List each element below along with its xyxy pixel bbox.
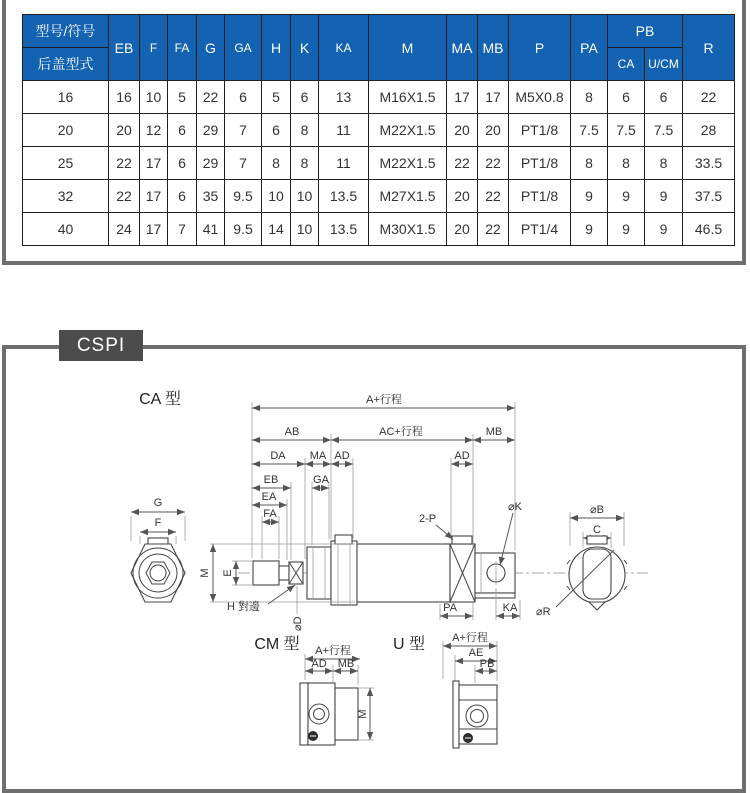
cm-view-label: CM 型 <box>254 636 300 653</box>
value-cell: 29 <box>197 114 225 147</box>
value-cell: 17 <box>478 81 509 114</box>
spec-table <box>22 14 735 246</box>
value-cell: 41 <box>197 213 225 246</box>
value-cell: 14 <box>262 213 291 246</box>
value-cell: 11 <box>319 114 369 147</box>
cm-dim-m: M <box>357 709 369 719</box>
ca-view <box>131 390 648 631</box>
dim-label-fa: FA <box>263 508 277 520</box>
rear-port <box>452 536 472 544</box>
cm-dim-ad: AD <box>311 658 327 670</box>
value-cell: 7.5 <box>608 114 645 147</box>
dim-label-ma: MA <box>309 450 327 462</box>
value-cell: 22 <box>478 147 509 180</box>
column-header-k: K <box>291 15 319 81</box>
table-row <box>23 114 735 147</box>
dim-label-k-dia: ⌀K <box>508 501 522 513</box>
value-cell: 9.5 <box>225 180 262 213</box>
column-header-ka: KA <box>319 15 369 81</box>
column-header-mb: MB <box>478 15 509 81</box>
value-cell: 20 <box>447 180 478 213</box>
value-cell: 7 <box>225 114 262 147</box>
dim-label-ad-rear: AD <box>454 450 470 462</box>
cylinder-side-view <box>253 535 515 605</box>
dim-label-h-flats: H 對邊 <box>227 601 260 613</box>
value-cell: 12 <box>140 114 168 147</box>
value-cell: M5X0.8 <box>509 81 571 114</box>
dim-label-b-dia: ⌀B <box>590 504 604 516</box>
value-cell: 10 <box>140 81 168 114</box>
value-cell: M22X1.5 <box>369 147 447 180</box>
dim-label-g: G <box>153 497 163 509</box>
dim-label-ea: EA <box>261 491 277 503</box>
value-cell: 9 <box>608 213 645 246</box>
value-cell: 37.5 <box>683 180 735 213</box>
value-cell: 13.5 <box>319 180 369 213</box>
model-cell: 16 <box>23 81 109 114</box>
column-header-pb-ucm: U/CM <box>645 48 683 81</box>
value-cell: PT1/4 <box>509 213 571 246</box>
dim-label-ad-front: AD <box>334 450 350 462</box>
front-port <box>335 535 352 544</box>
column-header-p: P <box>509 15 571 81</box>
rod-neck <box>279 566 289 580</box>
value-cell: PT1/8 <box>509 114 571 147</box>
dim-label-ka: KA <box>502 602 518 614</box>
value-cell: 20 <box>478 114 509 147</box>
value-cell: 17 <box>140 147 168 180</box>
value-cell: 8 <box>608 147 645 180</box>
dimension-chains <box>252 392 515 560</box>
value-cell: 22 <box>447 147 478 180</box>
section-label: CSPI <box>59 330 143 361</box>
value-cell: 10 <box>262 180 291 213</box>
value-cell: 22 <box>197 81 225 114</box>
value-cell: 9.5 <box>225 213 262 246</box>
value-cell: 11 <box>319 147 369 180</box>
value-cell: M30X1.5 <box>369 213 447 246</box>
dim-label-c: C <box>593 524 601 536</box>
value-cell: 16 <box>109 81 140 114</box>
value-cell: 20 <box>447 114 478 147</box>
technical-drawing <box>0 348 750 768</box>
value-cell: PT1/8 <box>509 180 571 213</box>
value-cell: 17 <box>140 213 168 246</box>
header-row-1 <box>23 15 735 48</box>
table-row <box>23 180 735 213</box>
dim-label-m: M <box>199 568 211 578</box>
value-cell: 7 <box>225 147 262 180</box>
value-cell: 13 <box>319 81 369 114</box>
column-header-m: M <box>369 15 447 81</box>
value-cell: 7 <box>168 213 197 246</box>
value-cell: 8 <box>291 147 319 180</box>
value-cell: 46.5 <box>683 213 735 246</box>
value-cell: 6 <box>608 81 645 114</box>
value-cell: 35 <box>197 180 225 213</box>
value-cell: M22X1.5 <box>369 114 447 147</box>
value-cell: 22 <box>478 213 509 246</box>
dim-label-two-p: 2-P <box>419 513 437 525</box>
table-row <box>23 81 735 114</box>
value-cell: 6 <box>168 147 197 180</box>
column-header-f: F <box>140 15 168 81</box>
value-cell: 22 <box>683 81 735 114</box>
column-header-pa: PA <box>571 15 608 81</box>
dim-label-eb: EB <box>263 474 279 486</box>
dim-label-pa: PA <box>443 602 457 614</box>
value-cell: 20 <box>109 114 140 147</box>
value-cell: 9 <box>571 180 608 213</box>
value-cell: 20 <box>447 213 478 246</box>
model-cell: 32 <box>23 180 109 213</box>
value-cell: M16X1.5 <box>369 81 447 114</box>
dim-label-mb: MB <box>485 426 503 438</box>
value-cell: 22 <box>109 180 140 213</box>
value-cell: 6 <box>168 114 197 147</box>
model-cell: 25 <box>23 147 109 180</box>
dim-label-f: F <box>154 517 162 529</box>
dim-label-a-stroke: A+行程 <box>366 394 402 406</box>
dim-label-ga: GA <box>313 474 329 486</box>
dim-label-e: E <box>222 569 234 577</box>
value-cell: 6 <box>645 81 683 114</box>
value-cell: 13.5 <box>319 213 369 246</box>
model-cell: 20 <box>23 114 109 147</box>
column-header-r: R <box>683 15 735 81</box>
column-header-g: G <box>197 15 225 81</box>
value-cell: 10 <box>291 213 319 246</box>
dim-label-d-dia: ⌀D <box>292 616 304 631</box>
value-cell: 8 <box>645 147 683 180</box>
left-end-view <box>131 497 185 602</box>
value-cell: 7.5 <box>571 114 608 147</box>
cm-view <box>254 635 374 745</box>
value-cell: 29 <box>197 147 225 180</box>
header-rear-cover-type: 后盖型式 <box>23 48 109 81</box>
column-header-ma: MA <box>447 15 478 81</box>
value-cell: 6 <box>262 114 291 147</box>
value-cell: 9 <box>608 180 645 213</box>
column-header-h: H <box>262 15 291 81</box>
value-cell: PT1/8 <box>509 147 571 180</box>
value-cell: 9 <box>645 180 683 213</box>
value-cell: 10 <box>291 180 319 213</box>
dim-label-r-dia: ⌀R <box>536 606 551 618</box>
value-cell: 6 <box>168 180 197 213</box>
value-cell: 24 <box>109 213 140 246</box>
value-cell: 33.5 <box>683 147 735 180</box>
value-cell: 22 <box>109 147 140 180</box>
dim-label-ac-stroke: AC+行程 <box>379 426 423 438</box>
column-header-ga: GA <box>225 15 262 81</box>
dim-label-da: DA <box>270 450 286 462</box>
value-cell: 8 <box>571 81 608 114</box>
model-cell: 40 <box>23 213 109 246</box>
table-row <box>23 147 735 180</box>
header-model-symbol: 型号/符号 <box>23 15 109 48</box>
cm-dim-a-stroke: A+行程 <box>315 645 351 657</box>
table-body <box>23 81 735 246</box>
value-cell: 6 <box>291 81 319 114</box>
value-cell: 17 <box>447 81 478 114</box>
column-header-pb: PB <box>608 15 683 48</box>
u-view <box>393 630 497 748</box>
value-cell: 28 <box>683 114 735 147</box>
value-cell: 5 <box>168 81 197 114</box>
value-cell: 8 <box>291 114 319 147</box>
mounting-nut-2 <box>331 541 357 605</box>
value-cell: 22 <box>478 180 509 213</box>
table-row <box>23 213 735 246</box>
column-header-pb-ca: CA <box>608 48 645 81</box>
column-header-fa: FA <box>168 15 197 81</box>
value-cell: 6 <box>225 81 262 114</box>
u-view-label: U 型 <box>392 636 426 653</box>
mounting-nut-1 <box>307 547 331 599</box>
u-dim-a-stroke: A+行程 <box>452 632 488 644</box>
value-cell: 17 <box>140 180 168 213</box>
dim-label-ab: AB <box>284 426 300 438</box>
value-cell: 9 <box>645 213 683 246</box>
rod-end-block <box>253 561 279 585</box>
column-header-eb: EB <box>109 15 140 81</box>
u-dim-ae: AE <box>468 647 484 659</box>
value-cell: 8 <box>262 147 291 180</box>
right-end-view <box>536 504 627 618</box>
value-cell: 7.5 <box>645 114 683 147</box>
value-cell: 5 <box>262 81 291 114</box>
value-cell: M27X1.5 <box>369 180 447 213</box>
cylinder-tube <box>357 544 450 602</box>
u-dim-pb: PB <box>479 658 495 670</box>
value-cell: 8 <box>571 147 608 180</box>
value-cell: 9 <box>571 213 608 246</box>
cm-dim-mb: MB <box>337 658 355 670</box>
ca-view-label: CA 型 <box>139 391 181 408</box>
